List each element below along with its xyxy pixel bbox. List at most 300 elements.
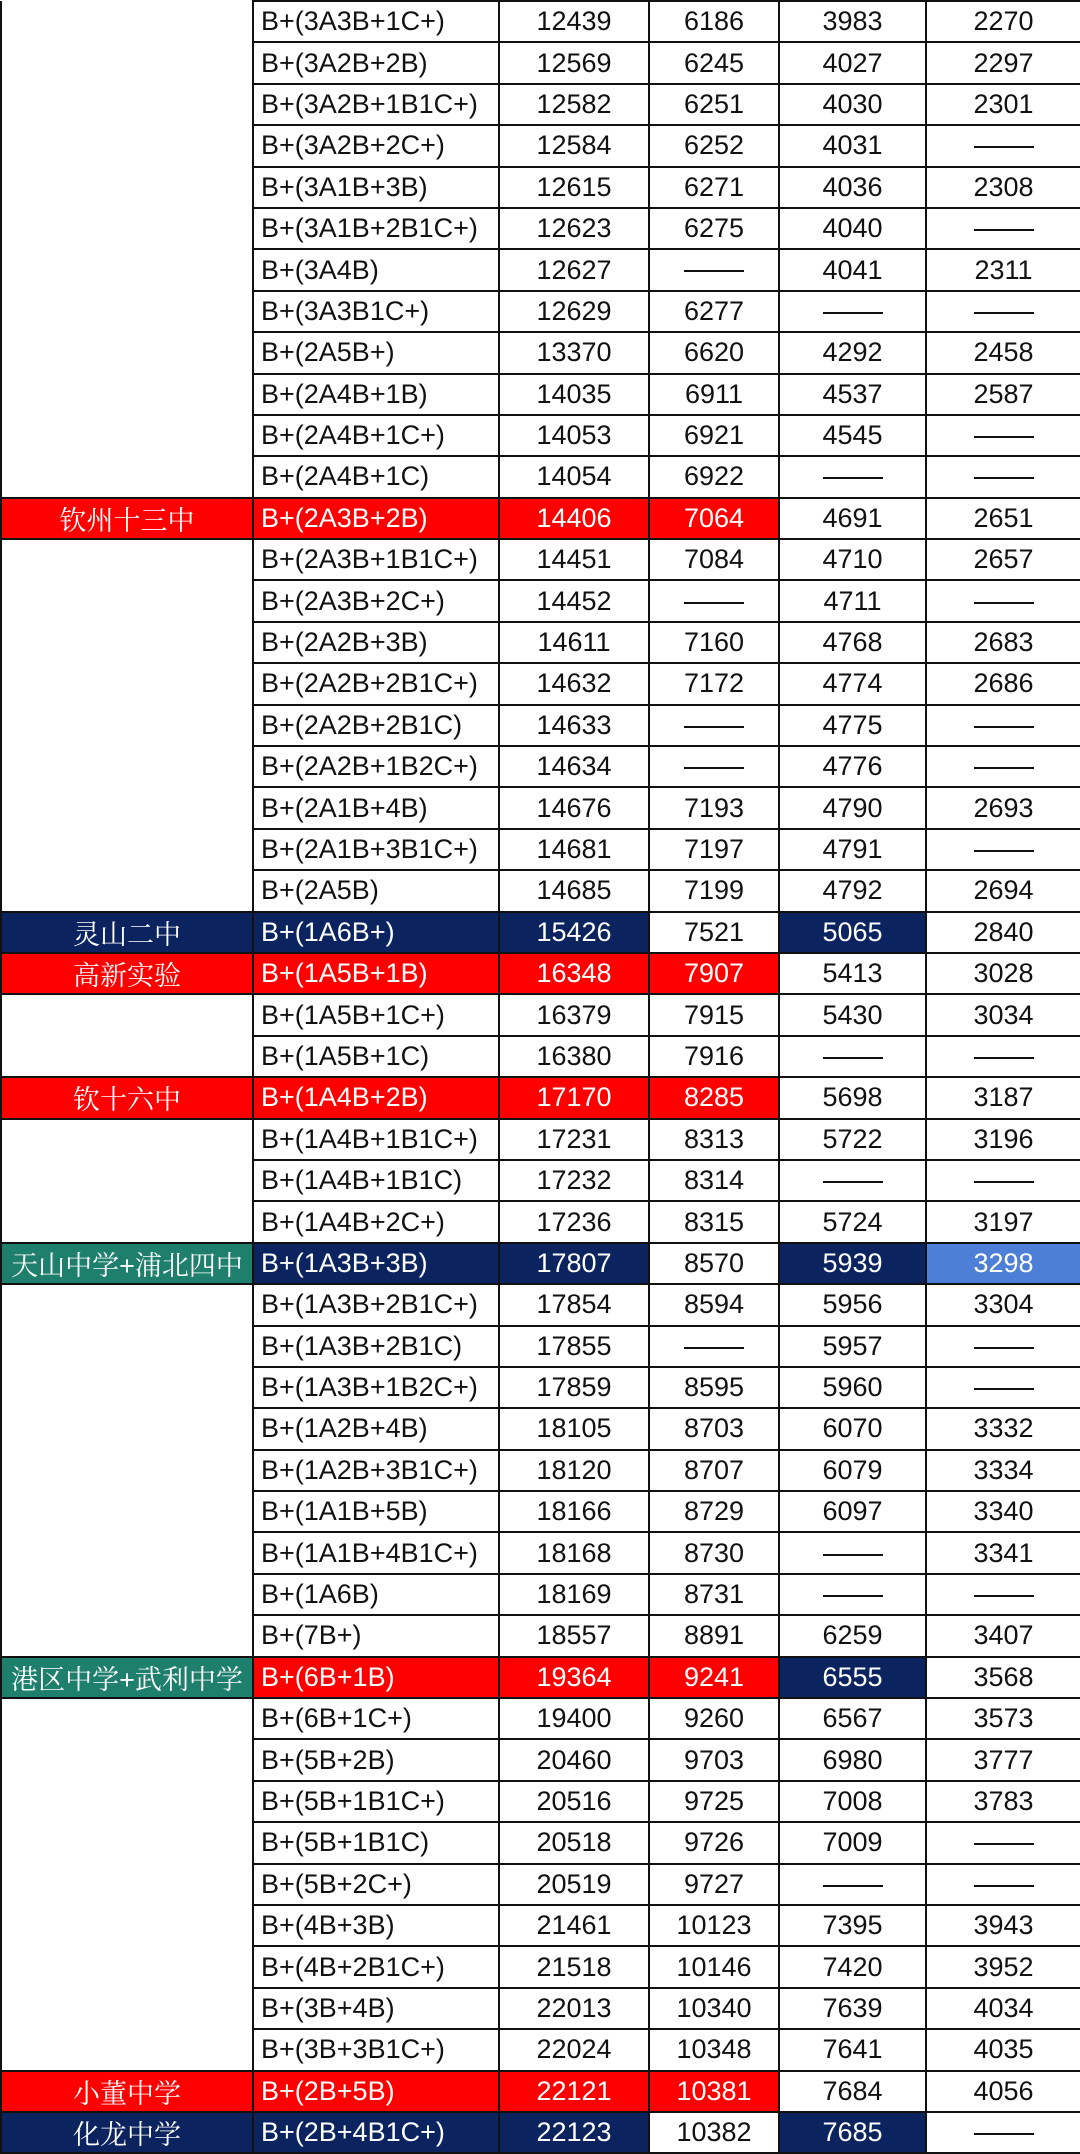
school-cell <box>1 1739 253 1780</box>
combo-cell: B+(2A2B+3B) <box>253 622 499 663</box>
rank-cell: 3783 <box>926 1781 1080 1822</box>
rank-cell: 7684 <box>779 2071 926 2112</box>
rank-cell: 3340 <box>926 1491 1080 1532</box>
combo-cell: B+(3A2B+2B) <box>253 42 499 83</box>
empty-dash-cell <box>926 1574 1080 1615</box>
combo-cell: B+(7B+) <box>253 1615 499 1656</box>
school-cell: 灵山二中 <box>1 912 253 953</box>
rank-cell: 2270 <box>926 1 1080 42</box>
school-cell <box>1 622 253 663</box>
empty-dash-cell <box>926 208 1080 249</box>
school-cell <box>1 208 253 249</box>
rank-cell: 3943 <box>926 1905 1080 1946</box>
rank-cell: 17854 <box>499 1284 649 1325</box>
rank-cell: 6911 <box>649 374 779 415</box>
rank-cell: 20519 <box>499 1864 649 1905</box>
combo-cell: B+(5B+1B1C) <box>253 1822 499 1863</box>
empty-dash-cell <box>779 1574 926 1615</box>
combo-cell: B+(1A2B+4B) <box>253 1408 499 1449</box>
school-cell: 天山中学+浦北四中 <box>1 1243 253 1284</box>
rank-cell: 6251 <box>649 84 779 125</box>
school-cell <box>1 870 253 911</box>
table-row <box>1 84 1080 125</box>
rank-cell: 7641 <box>779 2029 926 2070</box>
combo-cell: B+(2A3B+2C+) <box>253 580 499 621</box>
rank-cell: 4776 <box>779 746 926 787</box>
rank-cell: 5957 <box>779 1326 926 1367</box>
combo-cell: B+(2B+5B) <box>253 2071 499 2112</box>
rank-cell: 8891 <box>649 1615 779 1656</box>
school-cell <box>1 1781 253 1822</box>
rank-cell: 8729 <box>649 1491 779 1532</box>
school-cell <box>1 1367 253 1408</box>
empty-dash-cell <box>649 1326 779 1367</box>
combo-cell: B+(5B+2C+) <box>253 1864 499 1905</box>
combo-cell: B+(2A3B+2B) <box>253 498 499 539</box>
school-cell <box>1 84 253 125</box>
table-row <box>1 415 1080 456</box>
rank-cell: 14452 <box>499 580 649 621</box>
school-cell: 小董中学 <box>1 2071 253 2112</box>
empty-dash-cell <box>926 1367 1080 1408</box>
rank-cell: 2686 <box>926 663 1080 704</box>
table-row <box>1 1201 1080 1242</box>
table-row <box>1 1574 1080 1615</box>
rank-cell: 7685 <box>779 2112 926 2153</box>
rank-cell: 8595 <box>649 1367 779 1408</box>
table-row <box>1 1450 1080 1491</box>
rank-cell: 3334 <box>926 1450 1080 1491</box>
rank-cell: 2694 <box>926 870 1080 911</box>
dash-mark <box>823 312 883 314</box>
rank-cell: 14054 <box>499 456 649 497</box>
table-row <box>1 580 1080 621</box>
rank-cell: 22024 <box>499 2029 649 2070</box>
school-cell <box>1 1864 253 1905</box>
dash-mark <box>974 146 1034 148</box>
rank-cell: 7916 <box>649 1036 779 1077</box>
rank-cell: 6097 <box>779 1491 926 1532</box>
combo-cell: B+(1A5B+1B) <box>253 953 499 994</box>
rank-cell: 3304 <box>926 1284 1080 1325</box>
table-row <box>1 1946 1080 1987</box>
empty-dash-cell <box>779 291 926 332</box>
table-row <box>1 705 1080 746</box>
empty-dash-cell <box>926 580 1080 621</box>
rank-cell: 3332 <box>926 1408 1080 1449</box>
empty-dash-cell <box>926 829 1080 870</box>
rank-cell: 12623 <box>499 208 649 249</box>
rank-cell: 4691 <box>779 498 926 539</box>
rank-cell: 7009 <box>779 1822 926 1863</box>
rank-cell: 7084 <box>649 539 779 580</box>
combo-cell: B+(2A2B+1B2C+) <box>253 746 499 787</box>
school-cell <box>1 705 253 746</box>
rank-cell: 14632 <box>499 663 649 704</box>
table-row <box>1 1615 1080 1656</box>
rank-cell: 2308 <box>926 167 1080 208</box>
rank-cell: 21461 <box>499 1905 649 1946</box>
rank-cell: 3983 <box>779 1 926 42</box>
rank-cell: 4775 <box>779 705 926 746</box>
dash-mark <box>974 312 1034 314</box>
rank-cell: 4031 <box>779 125 926 166</box>
dash-mark <box>974 1843 1034 1845</box>
rank-cell: 8730 <box>649 1532 779 1573</box>
rank-cell: 9260 <box>649 1698 779 1739</box>
table-row <box>1 1 1080 42</box>
school-cell <box>1 1491 253 1532</box>
rank-cell: 8703 <box>649 1408 779 1449</box>
empty-dash-cell <box>779 1160 926 1201</box>
rank-cell: 20460 <box>499 1739 649 1780</box>
empty-dash-cell <box>649 580 779 621</box>
school-cell <box>1 1326 253 1367</box>
dash-mark <box>974 1388 1034 1390</box>
school-cell <box>1 291 253 332</box>
rank-cell: 5698 <box>779 1077 926 1118</box>
dash-mark <box>974 1057 1034 1059</box>
rank-cell: 7160 <box>649 622 779 663</box>
table-row <box>1 498 1080 539</box>
rank-cell: 5722 <box>779 1119 926 1160</box>
rank-cell: 14451 <box>499 539 649 580</box>
rank-cell: 7420 <box>779 1946 926 1987</box>
rank-cell: 7008 <box>779 1781 926 1822</box>
combo-cell: B+(2A2B+2B1C) <box>253 705 499 746</box>
rank-cell: 10381 <box>649 2071 779 2112</box>
table-row <box>1 2029 1080 2070</box>
school-cell: 化龙中学 <box>1 2112 253 2153</box>
rank-cell: 14053 <box>499 415 649 456</box>
empty-dash-cell <box>649 705 779 746</box>
table-body <box>1 1 1080 2153</box>
table-row <box>1 1864 1080 1905</box>
empty-dash-cell <box>926 2112 1080 2153</box>
rank-cell: 5939 <box>779 1243 926 1284</box>
rank-cell: 8570 <box>649 1243 779 1284</box>
table-row <box>1 1077 1080 1118</box>
rank-cell: 2301 <box>926 84 1080 125</box>
school-cell: 钦十六中 <box>1 1077 253 1118</box>
combo-cell: B+(4B+3B) <box>253 1905 499 1946</box>
table-row <box>1 1905 1080 1946</box>
school-cell <box>1 746 253 787</box>
combo-cell: B+(3A1B+3B) <box>253 167 499 208</box>
rank-cell: 7064 <box>649 498 779 539</box>
rank-cell: 6922 <box>649 456 779 497</box>
rank-cell: 12584 <box>499 125 649 166</box>
rank-cell: 13370 <box>499 332 649 373</box>
rank-cell: 14633 <box>499 705 649 746</box>
table-row <box>1 1326 1080 1367</box>
rank-cell: 4768 <box>779 622 926 663</box>
combo-cell: B+(1A6B+) <box>253 912 499 953</box>
dash-mark <box>684 767 744 769</box>
rank-cell: 3341 <box>926 1532 1080 1573</box>
rank-cell: 7199 <box>649 870 779 911</box>
table-row <box>1 332 1080 373</box>
rank-cell: 18168 <box>499 1532 649 1573</box>
rank-cell: 3028 <box>926 953 1080 994</box>
table-row <box>1 374 1080 415</box>
rank-cell: 6070 <box>779 1408 926 1449</box>
dash-mark <box>823 1057 883 1059</box>
school-cell <box>1 1615 253 1656</box>
rank-cell: 8314 <box>649 1160 779 1201</box>
table-row <box>1 1657 1080 1698</box>
school-cell <box>1 167 253 208</box>
rank-cell: 7197 <box>649 829 779 870</box>
combo-cell: B+(6B+1B) <box>253 1657 499 1698</box>
dash-mark <box>823 1595 883 1597</box>
combo-cell: B+(1A2B+3B1C+) <box>253 1450 499 1491</box>
table-row <box>1 1822 1080 1863</box>
combo-cell: B+(3A2B+2C+) <box>253 125 499 166</box>
rank-cell: 4034 <box>926 1988 1080 2029</box>
rank-cell: 12627 <box>499 249 649 290</box>
dash-mark <box>823 1554 883 1556</box>
table-row <box>1 291 1080 332</box>
rank-cell: 14685 <box>499 870 649 911</box>
school-cell <box>1 456 253 497</box>
school-cell: 高新实验 <box>1 953 253 994</box>
table-row <box>1 2071 1080 2112</box>
rank-cell: 3034 <box>926 994 1080 1035</box>
dash-mark <box>684 726 744 728</box>
combo-cell: B+(2B+4B1C+) <box>253 2112 499 2153</box>
table-row <box>1 1036 1080 1077</box>
rank-cell: 7172 <box>649 663 779 704</box>
rank-cell: 10123 <box>649 1905 779 1946</box>
school-cell <box>1 1 253 42</box>
school-cell <box>1 994 253 1035</box>
table-row <box>1 870 1080 911</box>
rank-cell: 4056 <box>926 2071 1080 2112</box>
rank-cell: 8707 <box>649 1450 779 1491</box>
table-row <box>1 1367 1080 1408</box>
school-cell <box>1 249 253 290</box>
rank-cell: 4537 <box>779 374 926 415</box>
combo-cell: B+(2A4B+1C+) <box>253 415 499 456</box>
school-cell <box>1 125 253 166</box>
rank-cell: 5960 <box>779 1367 926 1408</box>
school-cell <box>1 1988 253 2029</box>
empty-dash-cell <box>649 249 779 290</box>
rank-cell: 6275 <box>649 208 779 249</box>
rank-cell: 3777 <box>926 1739 1080 1780</box>
rank-cell: 17236 <box>499 1201 649 1242</box>
empty-dash-cell <box>926 415 1080 456</box>
rank-cell: 14676 <box>499 787 649 828</box>
empty-dash-cell <box>926 1864 1080 1905</box>
school-cell <box>1 2029 253 2070</box>
combo-cell: B+(1A3B+2B1C) <box>253 1326 499 1367</box>
rank-cell: 3407 <box>926 1615 1080 1656</box>
empty-dash-cell <box>926 1822 1080 1863</box>
rank-cell: 22123 <box>499 2112 649 2153</box>
rank-cell: 2587 <box>926 374 1080 415</box>
empty-dash-cell <box>649 746 779 787</box>
combo-cell: B+(3B+3B1C+) <box>253 2029 499 2070</box>
rank-cell: 4792 <box>779 870 926 911</box>
school-cell <box>1 1201 253 1242</box>
rank-cell: 8731 <box>649 1574 779 1615</box>
table-row <box>1 249 1080 290</box>
rank-cell: 7193 <box>649 787 779 828</box>
combo-cell: B+(1A3B+3B) <box>253 1243 499 1284</box>
rank-cell: 12629 <box>499 291 649 332</box>
table-row <box>1 42 1080 83</box>
combo-cell: B+(2A2B+2B1C+) <box>253 663 499 704</box>
dash-mark <box>823 1181 883 1183</box>
combo-cell: B+(2A1B+3B1C+) <box>253 829 499 870</box>
combo-cell: B+(1A3B+1B2C+) <box>253 1367 499 1408</box>
rank-cell: 3952 <box>926 1946 1080 1987</box>
rank-cell: 2657 <box>926 539 1080 580</box>
table-row <box>1 663 1080 704</box>
dash-mark <box>684 270 744 272</box>
rank-cell: 7395 <box>779 1905 926 1946</box>
rank-cell: 6259 <box>779 1615 926 1656</box>
rank-cell: 4035 <box>926 2029 1080 2070</box>
table-row <box>1 456 1080 497</box>
table-row <box>1 994 1080 1035</box>
rank-cell: 4027 <box>779 42 926 83</box>
combo-cell: B+(2A5B) <box>253 870 499 911</box>
rank-cell: 7639 <box>779 1988 926 2029</box>
rank-cell: 19364 <box>499 1657 649 1698</box>
table-row <box>1 125 1080 166</box>
table-row <box>1 953 1080 994</box>
rank-cell: 2458 <box>926 332 1080 373</box>
rank-cell: 6245 <box>649 42 779 83</box>
rank-cell: 21518 <box>499 1946 649 1987</box>
school-cell <box>1 1905 253 1946</box>
combo-cell: B+(3A3B1C+) <box>253 291 499 332</box>
rank-cell: 4041 <box>779 249 926 290</box>
rank-cell: 17855 <box>499 1326 649 1367</box>
rank-cell: 14611 <box>499 622 649 663</box>
rank-cell: 4040 <box>779 208 926 249</box>
rank-cell: 14681 <box>499 829 649 870</box>
rank-cell: 3196 <box>926 1119 1080 1160</box>
rank-cell: 4711 <box>779 580 926 621</box>
rank-cell: 8285 <box>649 1077 779 1118</box>
table-row <box>1 1781 1080 1822</box>
rank-cell: 17859 <box>499 1367 649 1408</box>
rank-cell: 2693 <box>926 787 1080 828</box>
combo-cell: B+(1A6B) <box>253 1574 499 1615</box>
rank-cell: 15426 <box>499 912 649 953</box>
rank-cell: 8594 <box>649 1284 779 1325</box>
rank-cell: 2840 <box>926 912 1080 953</box>
table-row <box>1 1532 1080 1573</box>
rank-cell: 4710 <box>779 539 926 580</box>
rank-cell: 10146 <box>649 1946 779 1987</box>
rank-cell: 8315 <box>649 1201 779 1242</box>
school-cell <box>1 415 253 456</box>
rank-cell: 12615 <box>499 167 649 208</box>
rank-cell: 20516 <box>499 1781 649 1822</box>
school-cell <box>1 332 253 373</box>
school-cell: 港区中学+武利中学 <box>1 1657 253 1698</box>
school-cell <box>1 580 253 621</box>
rank-cell: 14406 <box>499 498 649 539</box>
rank-cell: 10382 <box>649 2112 779 2153</box>
dash-mark <box>823 1885 883 1887</box>
dash-mark <box>974 1181 1034 1183</box>
school-cell <box>1 539 253 580</box>
table-row <box>1 787 1080 828</box>
rank-cell: 12569 <box>499 42 649 83</box>
table-row <box>1 912 1080 953</box>
rank-cell: 6620 <box>649 332 779 373</box>
combo-cell: B+(2A4B+1C) <box>253 456 499 497</box>
rank-cell: 6555 <box>779 1657 926 1698</box>
combo-cell: B+(1A4B+2B) <box>253 1077 499 1118</box>
rank-cell: 9703 <box>649 1739 779 1780</box>
rank-cell: 6252 <box>649 125 779 166</box>
rank-cell: 18105 <box>499 1408 649 1449</box>
combo-cell: B+(1A5B+1C) <box>253 1036 499 1077</box>
table-row <box>1 539 1080 580</box>
school-cell <box>1 1574 253 1615</box>
rank-cell: 7915 <box>649 994 779 1035</box>
school-cell <box>1 42 253 83</box>
rank-cell: 17232 <box>499 1160 649 1201</box>
rank-cell: 17170 <box>499 1077 649 1118</box>
dash-mark <box>974 1595 1034 1597</box>
dash-mark <box>974 1347 1034 1349</box>
combo-cell: B+(2A3B+1B1C+) <box>253 539 499 580</box>
table-row <box>1 167 1080 208</box>
table-row <box>1 1243 1080 1284</box>
combo-cell: B+(2A1B+4B) <box>253 787 499 828</box>
combo-cell: B+(3A2B+1B1C+) <box>253 84 499 125</box>
rank-cell: 4030 <box>779 84 926 125</box>
rank-cell: 12582 <box>499 84 649 125</box>
table-row <box>1 1284 1080 1325</box>
empty-dash-cell <box>926 1036 1080 1077</box>
table-row <box>1 1988 1080 2029</box>
dash-mark <box>974 767 1034 769</box>
school-cell <box>1 829 253 870</box>
rank-cell: 2683 <box>926 622 1080 663</box>
combo-cell: B+(3A4B) <box>253 249 499 290</box>
rank-cell: 4292 <box>779 332 926 373</box>
school-cell <box>1 1036 253 1077</box>
rank-cell: 6921 <box>649 415 779 456</box>
rank-cell: 3298 <box>926 1243 1080 1284</box>
rank-cell: 3573 <box>926 1698 1080 1739</box>
rank-cell: 16380 <box>499 1036 649 1077</box>
rank-cell: 2651 <box>926 498 1080 539</box>
school-cell <box>1 1160 253 1201</box>
combo-cell: B+(6B+1C+) <box>253 1698 499 1739</box>
combo-cell: B+(4B+2B1C+) <box>253 1946 499 1987</box>
rank-cell: 17231 <box>499 1119 649 1160</box>
rank-cell: 14634 <box>499 746 649 787</box>
school-cell <box>1 663 253 704</box>
rank-cell: 4774 <box>779 663 926 704</box>
combo-cell: B+(1A5B+1C+) <box>253 994 499 1035</box>
combo-cell: B+(5B+2B) <box>253 1739 499 1780</box>
table-row <box>1 829 1080 870</box>
rank-cell: 19400 <box>499 1698 649 1739</box>
rank-cell: 2311 <box>926 249 1080 290</box>
rank-cell: 17807 <box>499 1243 649 1284</box>
